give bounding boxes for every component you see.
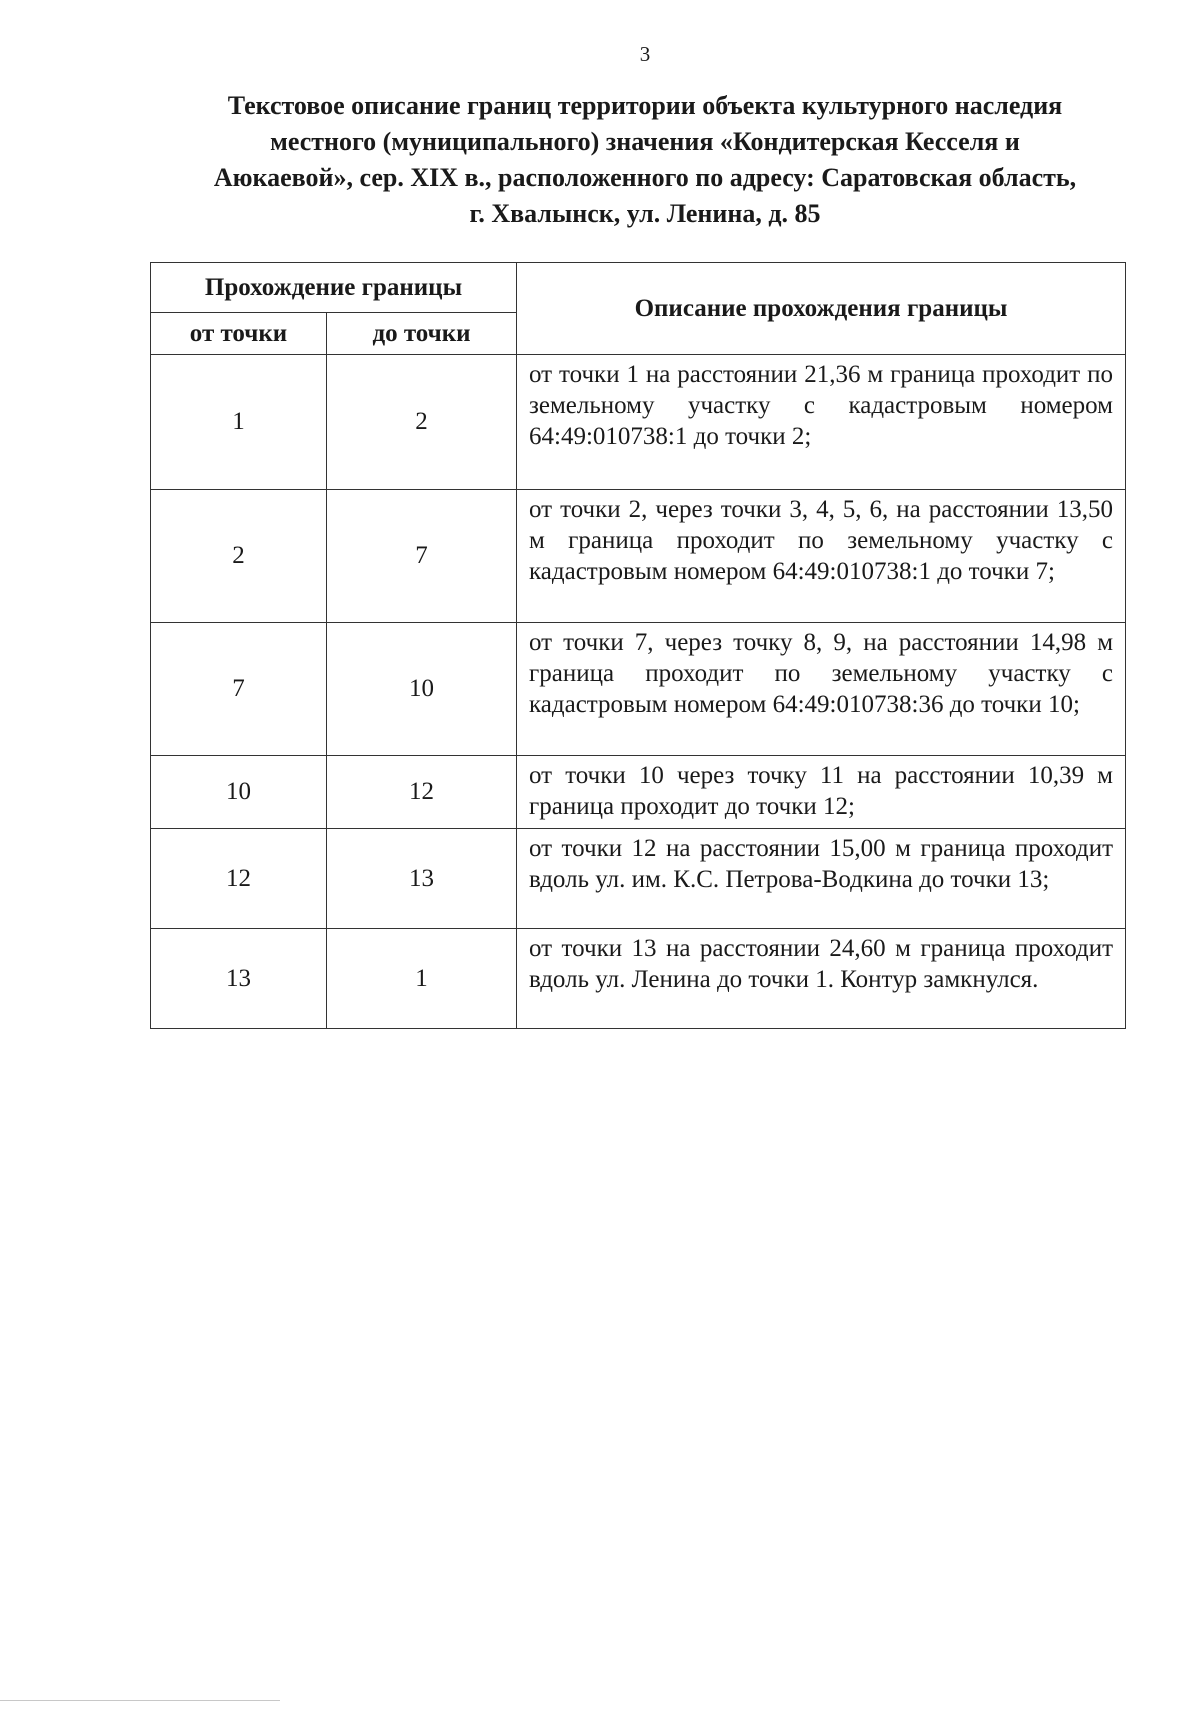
title-line: местного (муниципального) значения «Кондитерская Кесселя и xyxy=(270,127,1020,156)
from-point-cell: 13 xyxy=(151,929,327,1029)
description-cell: от точки 2, через точки 3, 4, 5, 6, на расстоянии 13,50 м граница проходит по земельному участку с кадастровым номером 64:49:010738:1 до точки 7; xyxy=(517,490,1126,623)
to-point-cell: 7 xyxy=(327,490,517,623)
to-point-cell: 12 xyxy=(327,756,517,829)
table-row xyxy=(151,756,1126,829)
table-row xyxy=(151,929,1126,1029)
table-row xyxy=(151,490,1126,623)
page-number: 3 xyxy=(639,42,651,66)
header-to-point: до точки xyxy=(327,313,517,355)
description-cell: от точки 13 на расстоянии 24,60 м граница проходит вдоль ул. Ленина до точки 1. Контур замкнулся. xyxy=(517,929,1126,1029)
table-row xyxy=(151,829,1126,929)
to-point-cell: 1 xyxy=(327,929,517,1029)
scan-edge-line xyxy=(0,1700,280,1701)
document-title xyxy=(150,88,1140,232)
title-line: г. Хвалынск, ул. Ленина, д. 85 xyxy=(469,199,821,228)
description-cell: от точки 7, через точку 8, 9, на расстоянии 14,98 м граница проходит по земельному участку с кадастровым номером 64:49:010738:36 до точки 10; xyxy=(517,623,1126,756)
title-line: Аюкаевой», сер. XIX в., расположенного по адресу: Саратовская область, xyxy=(213,163,1077,192)
from-point-cell: 10 xyxy=(151,756,327,829)
from-point-cell: 2 xyxy=(151,490,327,623)
table-row xyxy=(151,355,1126,490)
to-point-cell: 2 xyxy=(327,355,517,490)
boundary-table xyxy=(150,262,1126,1029)
header-from-point: от точки xyxy=(151,313,327,355)
to-point-cell: 13 xyxy=(327,829,517,929)
from-point-cell: 7 xyxy=(151,623,327,756)
header-boundary-passage: Прохождение границы xyxy=(151,263,517,313)
from-point-cell: 1 xyxy=(151,355,327,490)
from-point-cell: 12 xyxy=(151,829,327,929)
header-description: Описание прохождения границы xyxy=(517,263,1126,355)
description-cell: от точки 12 на расстоянии 15,00 м граница проходит вдоль ул. им. К.С. Петрова-Водкина до точки 13; xyxy=(517,829,1126,929)
title-line: Текстовое описание границ территории объекта культурного наследия xyxy=(227,91,1063,120)
table-row xyxy=(151,623,1126,756)
description-cell: от точки 10 через точку 11 на расстоянии 10,39 м граница проходит до точки 12; xyxy=(517,756,1126,829)
to-point-cell: 10 xyxy=(327,623,517,756)
description-cell: от точки 1 на расстоянии 21,36 м граница проходит по земельному участку с кадастровым номером 64:49:010738:1 до точки 2; xyxy=(517,355,1126,490)
